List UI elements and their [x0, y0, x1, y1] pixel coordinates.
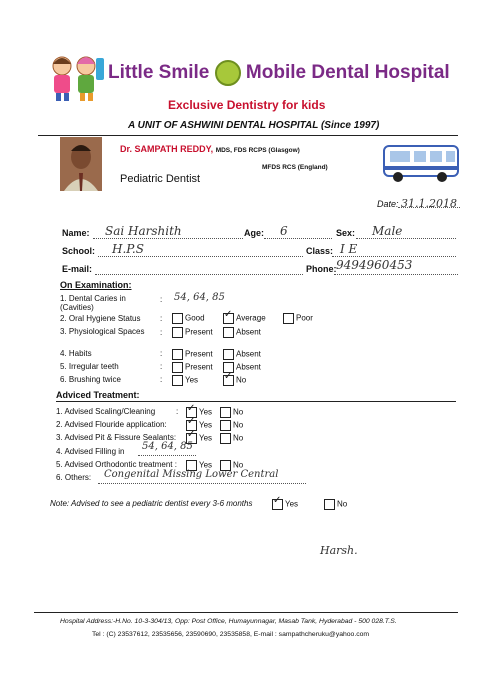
hospital-name [108, 60, 450, 86]
treat-item-4 [56, 447, 124, 456]
option-label: No [233, 433, 244, 443]
scaling-no[interactable] [220, 407, 243, 418]
exam-label: Irregular teeth [68, 362, 119, 371]
doctor-title: Pediatric Dentist [120, 173, 201, 185]
option-label: Yes [185, 375, 199, 385]
others-value: Congenital Missing Lower Central [104, 469, 279, 480]
checkbox[interactable] [223, 375, 234, 386]
treat-item-6 [56, 473, 91, 482]
doctor-signature: Harsh. [320, 544, 358, 557]
spaces-present[interactable] [172, 327, 213, 338]
treat-label: Advised Pit & Fissure Sealants: [64, 433, 177, 442]
exam-label: Brushing twice [68, 375, 121, 384]
option-label: Yes [199, 420, 213, 430]
note-no[interactable] [324, 499, 347, 510]
school-value: H.P.S [112, 242, 144, 256]
date-label: Date: [377, 199, 399, 209]
brushing-no[interactable] [223, 375, 246, 386]
checkbox[interactable] [272, 499, 283, 510]
hospital-name-part1: Little Smile [108, 62, 210, 84]
exam-label: Physiological Spaces [68, 327, 145, 336]
examination-heading: On Examination: [60, 280, 132, 290]
treat-item-2 [56, 420, 167, 429]
treat-num: 5. [56, 460, 63, 469]
checkbox[interactable] [172, 349, 183, 360]
date-field [377, 197, 457, 210]
treatment-heading: Adviced Treatment: [56, 390, 140, 400]
exam-num: 5. [60, 362, 67, 371]
checkbox[interactable] [283, 313, 294, 324]
exam-item-3 [60, 327, 155, 336]
checkbox[interactable] [223, 349, 234, 360]
checkbox[interactable] [220, 407, 231, 418]
option-label: Present [185, 362, 213, 372]
class-label: Class: [306, 246, 334, 256]
logo-kids [42, 52, 108, 102]
treat-item-1 [56, 407, 155, 416]
phone-label: Phone: [306, 264, 337, 274]
treat-item-5 [56, 460, 177, 469]
bus-image [380, 140, 462, 184]
hygiene-good[interactable] [172, 313, 205, 324]
footer-contact: Tel : (C) 23537612, 23535656, 23590690, 23535858, E-mail : sampathcheruku@yahoo.com [92, 631, 370, 638]
filling-value: 54, 64, 85 [142, 441, 193, 452]
unit-line: A UNIT OF ASHWINI DENTAL HOSPITAL (Since 1997) [128, 120, 380, 131]
checkbox[interactable] [220, 420, 231, 431]
date-value: 31.1.2018 [401, 197, 458, 210]
treat-label: Advised Orthodontic treatment : [64, 460, 177, 469]
option-label: Absent [236, 327, 261, 337]
exam-num: 2. [60, 314, 67, 323]
class-value: I E [340, 242, 358, 256]
exam-item-1 [60, 294, 155, 312]
doctor-name: Dr. SAMPATH REDDY, [120, 144, 214, 154]
exam-num: 1. [60, 294, 67, 303]
checkbox[interactable] [223, 313, 234, 324]
treat-num: 1. [56, 407, 63, 416]
fluoride-no[interactable] [220, 420, 243, 431]
tagline: Exclusive Dentistry for kids [168, 98, 326, 112]
age-label: Age: [244, 228, 264, 238]
doctor-photo [60, 137, 102, 191]
habits-absent[interactable] [223, 349, 261, 360]
age-value: 6 [280, 224, 288, 238]
exam-item-5 [60, 362, 119, 371]
name-label: Name: [62, 228, 90, 238]
option-label: Yes [199, 460, 213, 470]
hygiene-poor[interactable] [283, 313, 313, 324]
treat-label: Others: [64, 473, 92, 482]
option-label: Absent [236, 349, 261, 359]
irregular-present[interactable] [172, 362, 213, 373]
brushing-yes[interactable] [172, 375, 198, 386]
exam-item-2 [60, 314, 141, 323]
exam-item-4 [60, 349, 92, 358]
checkbox[interactable] [172, 375, 183, 386]
treat-label: Advised Flouride application: [64, 420, 167, 429]
exam-label: Habits [68, 349, 92, 358]
option-label: Absent [236, 362, 261, 372]
option-label: No [233, 460, 244, 470]
sex-label: Sex: [336, 228, 356, 238]
school-label: School: [62, 246, 95, 256]
exam-colon: : [160, 314, 163, 323]
option-label: Good [185, 313, 205, 323]
checkbox[interactable] [223, 327, 234, 338]
exam-label: Dental Caries in (Cavities) [60, 294, 126, 312]
checkbox[interactable] [172, 362, 183, 373]
checkbox[interactable] [220, 433, 231, 444]
exam-colon: : [160, 375, 163, 384]
option-label: No [236, 375, 247, 385]
exam-num: 4. [60, 349, 67, 358]
treat-num: 6. [56, 473, 63, 482]
email-label: E-mail: [62, 264, 93, 274]
caries-value: 54, 64, 85 [174, 292, 225, 303]
checkbox[interactable] [324, 499, 335, 510]
phone-value: 9494960453 [336, 258, 413, 272]
option-label: No [337, 499, 348, 509]
hospital-name-part2: Mobile Dental Hospital [245, 62, 450, 84]
treat-label: Advised Scaling/Cleaning [64, 407, 156, 416]
sex-value: Male [372, 224, 403, 238]
option-label: Yes [285, 499, 299, 509]
option-label: Average [236, 313, 266, 323]
doctor-info [120, 144, 300, 154]
exam-item-6 [60, 375, 121, 384]
exam-label: Oral Hygiene Status [68, 314, 141, 323]
exam-num: 6. [60, 375, 67, 384]
exam-colon: : [160, 349, 163, 358]
note-text: Note: Advised to see a pediatric dentist every 3-6 months [50, 499, 253, 508]
treat-num: 3. [56, 433, 63, 442]
habits-present[interactable] [172, 349, 213, 360]
option-label: Yes [199, 407, 213, 417]
option-label: No [233, 420, 244, 430]
treat-num: 2. [56, 420, 63, 429]
exam-colon: : [160, 362, 163, 371]
checkbox[interactable] [172, 313, 183, 324]
checkbox[interactable] [172, 327, 183, 338]
sealants-no[interactable] [220, 433, 243, 444]
note-yes[interactable] [272, 499, 298, 510]
smile-seal-icon [215, 60, 241, 86]
exam-num: 3. [60, 327, 67, 336]
spaces-absent[interactable] [223, 327, 261, 338]
doctor-qualifications1: MDS, FDS RCPS (Glasgow) [215, 147, 300, 154]
option-label: Present [185, 349, 213, 359]
option-label: Poor [296, 313, 313, 323]
footer-address: Hospital Address:-H.No. 10-3-304/13, Opp: Post Office, Humayunnagar, Masab Tank, Hyderabad - 500 028.T.S. [60, 618, 397, 625]
option-label: Present [185, 327, 213, 337]
treat-num: 4. [56, 447, 63, 456]
exam-colon: : [160, 328, 163, 337]
name-value: Sai Harshith [105, 224, 182, 238]
treat-colon: : [176, 407, 179, 416]
treat-label: Advised Filling in [64, 447, 125, 456]
option-label: Yes [199, 433, 213, 443]
doctor-qualifications2: MFDS RCS (England) [262, 164, 328, 171]
option-label: No [233, 407, 244, 417]
exam-colon: : [160, 295, 163, 304]
hygiene-average[interactable] [223, 313, 266, 324]
